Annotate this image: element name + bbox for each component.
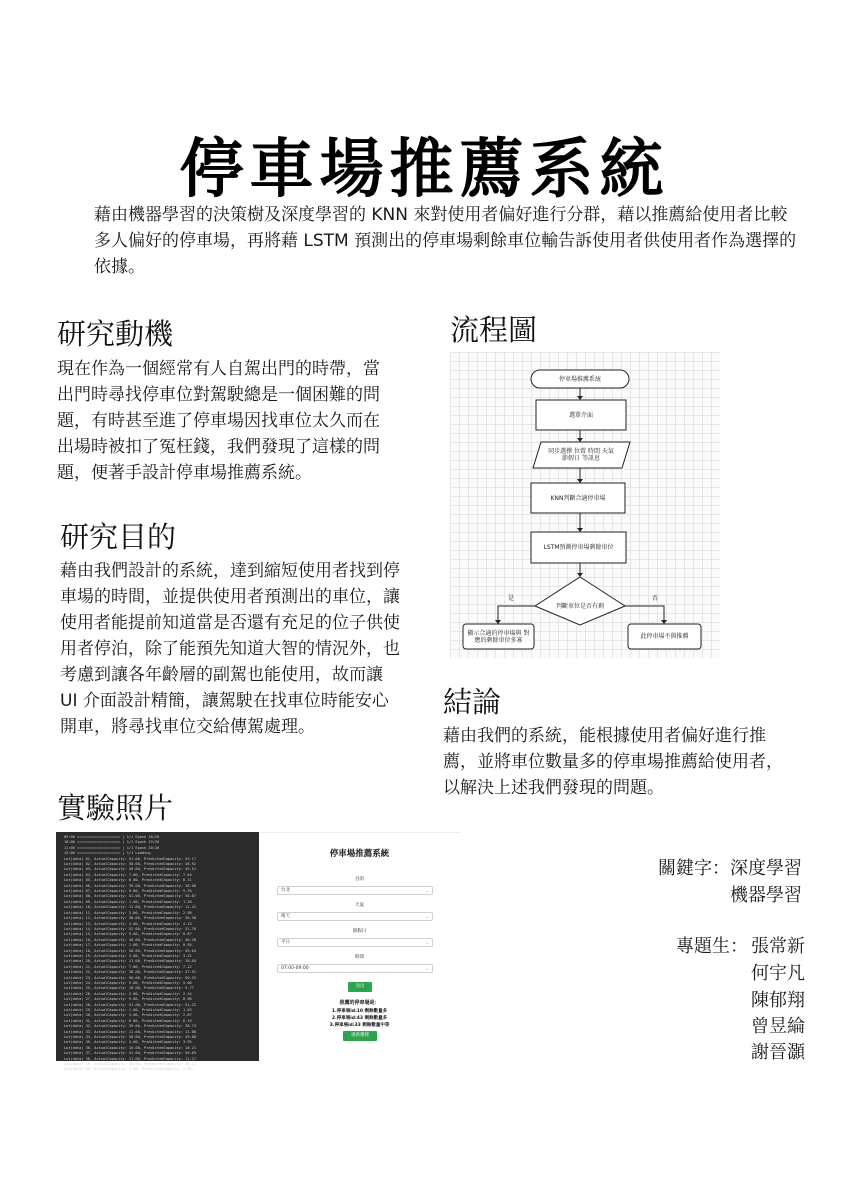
experiment-photo	[56, 832, 460, 1072]
fc-yes-result: 顯示合適的停車場與 對應的剩餘車位多寡	[467, 629, 530, 644]
chevron-down-icon: ⌄	[425, 966, 429, 971]
console-line: Lot(data) 12, ActualCapacity: 38.00, PredictedCapacity: 38.30	[64, 916, 196, 921]
field-weather-label: 天氣	[355, 903, 364, 908]
console-line: Lot(data) 30, ActualCapacity: 3.00, PredictedCapacity: 2.87	[64, 1013, 192, 1018]
console-line: Lot(data) 19, ActualCapacity: 3.00, PredictedCapacity: 3.21	[64, 953, 192, 958]
console-line: Lot(data) 32, ActualCapacity: 39.00, PredictedCapacity: 38.74	[64, 1024, 196, 1029]
console-line: Lot(data) 03, ActualCapacity: 50.00, PredictedCapacity: 49.51	[64, 867, 196, 872]
reselect-button[interactable]: 重新選擇	[343, 1031, 377, 1041]
console-line: Lot(data) 14, ActualCapacity: 52.00, PredictedCapacity: 51.76	[64, 926, 196, 931]
console-line: Lot(data) 33, ActualCapacity: 11.00, PredictedCapacity: 11.08	[64, 1029, 196, 1034]
result-title: 推薦的停車場是：	[339, 1000, 380, 1006]
poster-title: 停車場推薦系統	[179, 132, 670, 207]
flowchart-heading: 流程圖	[450, 313, 538, 347]
console-line: Lot(data) 37, ActualCapacity: 51.00, PredictedCapacity: 50.69	[64, 1051, 196, 1056]
console-line: Lot(data) 29, ActualCapacity: 1.00, PredictedCapacity: 1.03	[64, 1008, 192, 1012]
result-line: 1.停車場id:10 剩餘數量多	[331, 1009, 388, 1014]
console-line: Lot(data) 01, ActualCapacity: 51.00, PredictedCapacity: 53.17	[64, 856, 196, 861]
console-line: Lot(data) 36, ActualCapacity: 10.00, PredictedCapacity: 10.21	[64, 1045, 196, 1050]
intro-paragraph: 藉由機器學習的決策樹及深度學習的 KNN 來對使用者偏好進行分群，藉以推薦給使用者比較多人偏好的停車場，再將藉 LSTM 預測出的停車場剩餘車位輸告訴使用者供使用者作為選擇的依據。	[94, 205, 797, 277]
console-line: Lot(data) 21, ActualCapacity: 7.00, PredictedCapacity: 7.12	[64, 964, 192, 969]
team-member: 張常新	[751, 936, 805, 957]
team-member: 何宇凡	[751, 963, 805, 984]
console-line: Lot(data) 23, ActualCapacity: 50.00, PredictedCapacity: 50.33	[64, 975, 196, 980]
app-title: 停車場推薦系統	[329, 849, 390, 859]
console-line: Lot(data) 20, ActualCapacity: 11.00, PredictedCapacity: 10.84	[64, 959, 196, 964]
motive-heading: 研究動機	[57, 317, 174, 351]
photo-heading: 實驗照片	[57, 791, 174, 825]
console-line: Lot(data) 07, ActualCapacity: 9.00, PredictedCapacity: 9.35	[64, 889, 192, 894]
training-console	[56, 832, 259, 1072]
console-line: Lot(data) 13, ActualCapacity: 4.00, PredictedCapacity: 4.13	[64, 921, 192, 926]
purpose-heading: 研究目的	[60, 520, 177, 554]
fc-step2: 同步選擇 位置 時間 天氣 節假日 等訊息	[548, 448, 614, 462]
console-line: Lot(data) 08, ActualCapacity: 51.00, PredictedCapacity: 50.87	[64, 894, 196, 899]
console-line: 09:00 ==================== | 1/1 Epoch 18/20	[64, 835, 160, 839]
console-line: Lot(data) 27, ActualCapacity: 9.00, PredictedCapacity: 8.96	[64, 997, 192, 1002]
keyword-item: 機器學習	[730, 885, 802, 906]
console-line: Lot(data) 09, ActualCapacity: 1.00, PredictedCapacity: 1.20	[64, 899, 192, 904]
console-line: Lot(data) 38, ActualCapacity: 11.00, PredictedCapacity: 11.27	[64, 1056, 196, 1061]
console-line: Lot(data) 35, ActualCapacity: 4.00, PredictedCapacity: 3.95	[64, 1040, 192, 1045]
chevron-down-icon: ⌄	[425, 914, 429, 919]
field-time-label: 時間	[355, 955, 364, 960]
console-line: Lot(data) 25, ActualCapacity: 10.00, PredictedCapacity: 9.77	[64, 986, 194, 991]
console-line: Lot(data) 18, ActualCapacity: 50.00, PredictedCapacity: 49.64	[64, 948, 196, 953]
fc-no-result: 此停車場不與推薦	[640, 633, 689, 640]
fc-step3: KNN判斷合適停車場	[550, 494, 606, 502]
console-line: Lot(data) 34, ActualCapacity: 50.00, PredictedCapacity: 49.88	[64, 1035, 196, 1040]
console-line: Lot(data) 04, ActualCapacity: 7.00, PredictedCapacity: 7.04	[64, 872, 192, 877]
team-member: 曾昱綸	[751, 1016, 805, 1037]
fc-step1: 選單介面	[568, 411, 593, 419]
keyword-item: 深度學習	[730, 858, 802, 879]
field-destination-label: 目的	[355, 877, 364, 882]
fc-start: 停車場推薦系統	[558, 375, 601, 383]
console-line: Lot(data) 17, ActualCapacity: 1.00, PredictedCapacity: 0.95	[64, 943, 192, 948]
app-preview	[259, 832, 460, 1061]
console-line: Lot(data) 05, ActualCapacity: 6.00, PredictedCapacity: 6.11	[64, 878, 192, 883]
console-line: Lot(data) 06, ActualCapacity: 39.00, PredictedCapacity: 38.66	[64, 883, 196, 888]
fc-step4: LSTM預測停車場剩餘車位	[543, 544, 614, 551]
chevron-down-icon: ⌄	[425, 940, 429, 945]
console-line: 11:00 ==================== | 1/1 Epoch 20/20	[64, 845, 160, 850]
weather-select[interactable]: 晴天 ⌄	[277, 912, 433, 921]
result-line: 2.停車場id:43 剩餘數量多	[331, 1016, 388, 1021]
fc-no-label: 否	[652, 595, 659, 602]
console-line: Lot(data) 28, ActualCapacity: 51.00, PredictedCapacity: 51.22	[64, 1002, 196, 1007]
console-line: 12:00 ==================== | 1/1 Loading	[64, 851, 151, 856]
console-line: Lot(data) 40, ActualCapacity: 2.00, PredictedCapacity: 2.05	[64, 1067, 192, 1072]
holiday-select[interactable]: 平日 ⌄	[277, 938, 433, 947]
console-line: Lot(data) 16, ActualCapacity: 40.00, PredictedCapacity: 40.28	[64, 937, 196, 942]
result-line: 3.停車場id:33 剩餘數量中等	[329, 1023, 390, 1028]
conclusion-body: 藉由我們的系統，能根據使用者偏好進行推薦，並將車位數量多的停車場推薦給使用者，以解決上述我們發現的問題。	[443, 726, 783, 798]
destination-select[interactable]: 台北 ⌄	[277, 886, 433, 895]
console-line: Lot(data) 10, ActualCapacity: 11.00, PredictedCapacity: 11.42	[64, 905, 196, 910]
fc-yes-label: 是	[508, 595, 515, 602]
team-label: 專題生：	[676, 936, 748, 957]
console-line: Lot(data) 15, ActualCapacity: 9.00, PredictedCapacity: 8.87	[64, 932, 192, 937]
console-line: Lot(data) 31, ActualCapacity: 6.00, PredictedCapacity: 6.19	[64, 1018, 192, 1023]
motive-body: 現在作為一個經常有人自駕出門的時帶，當出門時尋找停車位對駕駛總是一個困難的問題，有時甚至進了停車場因找車位太久而在出場時被扣了冤枉錢，我們發現了這樣的問題，便著手設計停車場推薦系統。	[57, 359, 380, 483]
console-line: Lot(data) 22, ActualCapacity: 38.00, PredictedCapacity: 37.91	[64, 970, 196, 975]
purpose-body: 藉由我們設計的系統，達到縮短使用者找到停車場的時間，並提供使用者預測出的車位，讓使用者能提前知道當是否還有充足的位子供使用者停泊，除了能預先知道大智的情況外，也考慮到讓各年齡層的副駕也能使用，故而讓 UI 介面設計精簡，讓駕駛在找車位時能安心開車，將尋找車位交給傳駕處理。	[60, 561, 400, 737]
conclusion-heading: 結論	[443, 685, 502, 719]
keywords-label: 關鍵字：	[658, 858, 730, 879]
console-line: Lot(data) 26, ActualCapacity: 2.00, PredictedCapacity: 2.14	[64, 991, 192, 996]
console-line: Lot(data) 39, ActualCapacity: 38.00, PredictedCapacity: 38.17	[64, 1062, 196, 1067]
chevron-down-icon: ⌄	[425, 888, 429, 893]
time-select[interactable]: 07:00-09:00 ⌄	[277, 964, 433, 973]
team-member: 謝晉灝	[751, 1042, 805, 1063]
console-line: Lot(data) 24, ActualCapacity: 5.00, PredictedCapacity: 5.08	[64, 980, 192, 985]
flowchart	[450, 352, 720, 658]
console-line: Lot(data) 11, ActualCapacity: 3.00, PredictedCapacity: 2.98	[64, 910, 192, 915]
team-member: 陳郁翔	[751, 990, 805, 1011]
field-holiday-label: 節假日	[352, 929, 367, 934]
fc-decision: 判斷車位是否有剩	[555, 602, 604, 610]
submit-button[interactable]: 送出	[348, 982, 372, 992]
console-line: Lot(data) 02, ActualCapacity: 50.00, PredictedCapacity: 48.92	[64, 862, 196, 867]
console-line: 10:00 ==================== | 1/1 Epoch 19/20	[64, 840, 160, 845]
